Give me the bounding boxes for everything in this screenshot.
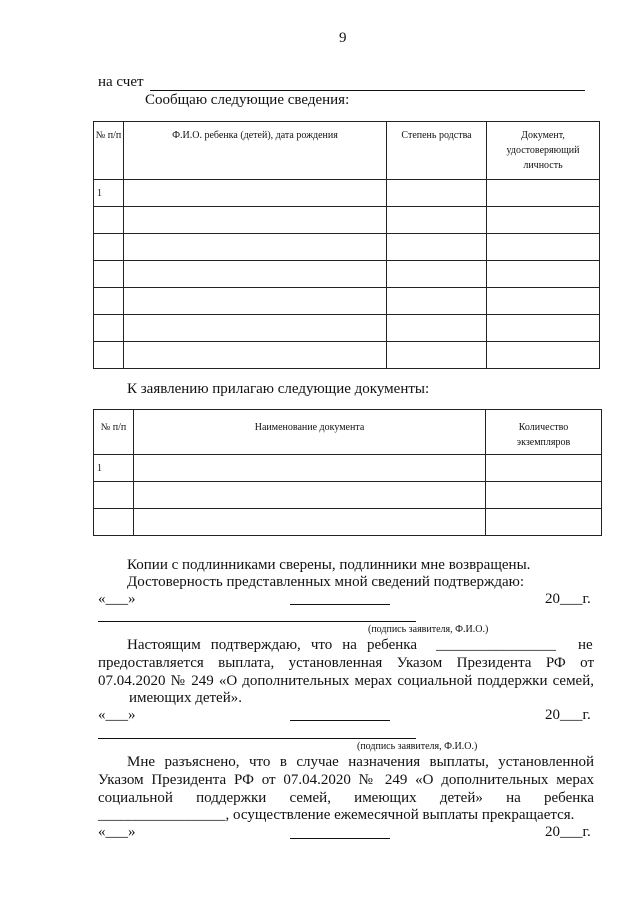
account-label: на счет — [98, 74, 144, 90]
children-table — [93, 121, 600, 369]
row-number — [94, 482, 134, 509]
confirm-line-1-end: не — [578, 637, 593, 653]
confirm-line-2: предоставляется выплата, установленная Указом Президента РФ от — [98, 655, 594, 671]
table-row — [94, 288, 600, 315]
row-number: 1 — [94, 180, 124, 207]
table-row — [94, 482, 602, 509]
date-year-1: 20___г. — [545, 591, 591, 607]
row-number — [94, 315, 124, 342]
date-month-underline-1 — [290, 604, 390, 605]
table-row — [94, 207, 600, 234]
signature-caption-1: (подпись заявителя, Ф.И.О.) — [368, 624, 489, 635]
explain-child-blank: _________________ — [98, 807, 226, 823]
header-document-name: Наименование документа — [134, 410, 486, 455]
documents-intro: К заявлению прилагаю следующие документы: — [127, 381, 430, 397]
confirm-child-blank: ________________ — [436, 637, 556, 653]
table-row — [94, 342, 600, 369]
signature-line-2 — [98, 738, 416, 739]
explain-line-3: социальной поддержки семей, имеющих детей» на ребенка — [98, 790, 594, 806]
header-child-name: Ф.И.О. ребенка (детей), дата рождения — [124, 122, 387, 180]
explain-line-2: Указом Президента РФ от 07.04.2020 № 249 «О дополнительных мерах — [98, 772, 594, 788]
explain-line-4-text: , осуществление ежемесячной выплаты прекращается. — [225, 807, 575, 823]
date-day-3: «___» — [98, 824, 136, 840]
children-table-header — [94, 122, 600, 180]
signature-line-1 — [98, 621, 416, 622]
table-row — [94, 234, 600, 261]
table-row — [94, 315, 600, 342]
reliability-statement: Достоверность представленных мной сведений подтверждаю: — [127, 574, 525, 590]
row-number — [94, 288, 124, 315]
row-number: 1 — [94, 455, 134, 482]
confirm-line-4: имеющих детей». — [129, 690, 242, 706]
row-number — [94, 261, 124, 288]
table-row — [94, 180, 600, 207]
documents-table-header — [94, 410, 602, 455]
date-year-2: 20___г. — [545, 707, 591, 723]
explain-line-1: Мне разъяснено, что в случае назначения выплаты, установленной — [127, 754, 594, 770]
row-number — [94, 509, 134, 536]
confirm-line-3: 07.04.2020 № 249 «О дополнительных мерах социальной поддержки семей, — [98, 673, 594, 689]
row-number — [94, 234, 124, 261]
date-month-underline-2 — [290, 720, 390, 721]
table-row — [94, 261, 600, 288]
date-year-3: 20___г. — [545, 824, 591, 840]
documents-table — [93, 409, 602, 536]
account-underline — [150, 90, 585, 91]
table-row — [94, 455, 602, 482]
explain-line-4 — [98, 807, 574, 824]
row-number — [94, 342, 124, 369]
header-num: № п/п — [94, 122, 124, 180]
header-id-document: Документ, удостоверяющий личность — [487, 122, 600, 180]
signature-caption-2: (подпись заявителя, Ф.И.О.) — [357, 741, 478, 752]
date-day-2: «___» — [98, 707, 136, 723]
table-row — [94, 509, 602, 536]
confirm-line-1-start: Настоящим подтверждаю, что на ребенка — [127, 637, 417, 653]
header-relation: Степень родства — [387, 122, 487, 180]
page-number: 9 — [339, 30, 347, 46]
row-number — [94, 207, 124, 234]
date-day-1: «___» — [98, 591, 136, 607]
header-num: № п/п — [94, 410, 134, 455]
children-intro: Сообщаю следующие сведения: — [145, 92, 350, 108]
date-month-underline-3 — [290, 838, 390, 839]
copies-statement: Копии с подлинниками сверены, подлинники мне возвращены. — [127, 557, 531, 573]
header-count: Количество экземпляров — [486, 410, 602, 455]
